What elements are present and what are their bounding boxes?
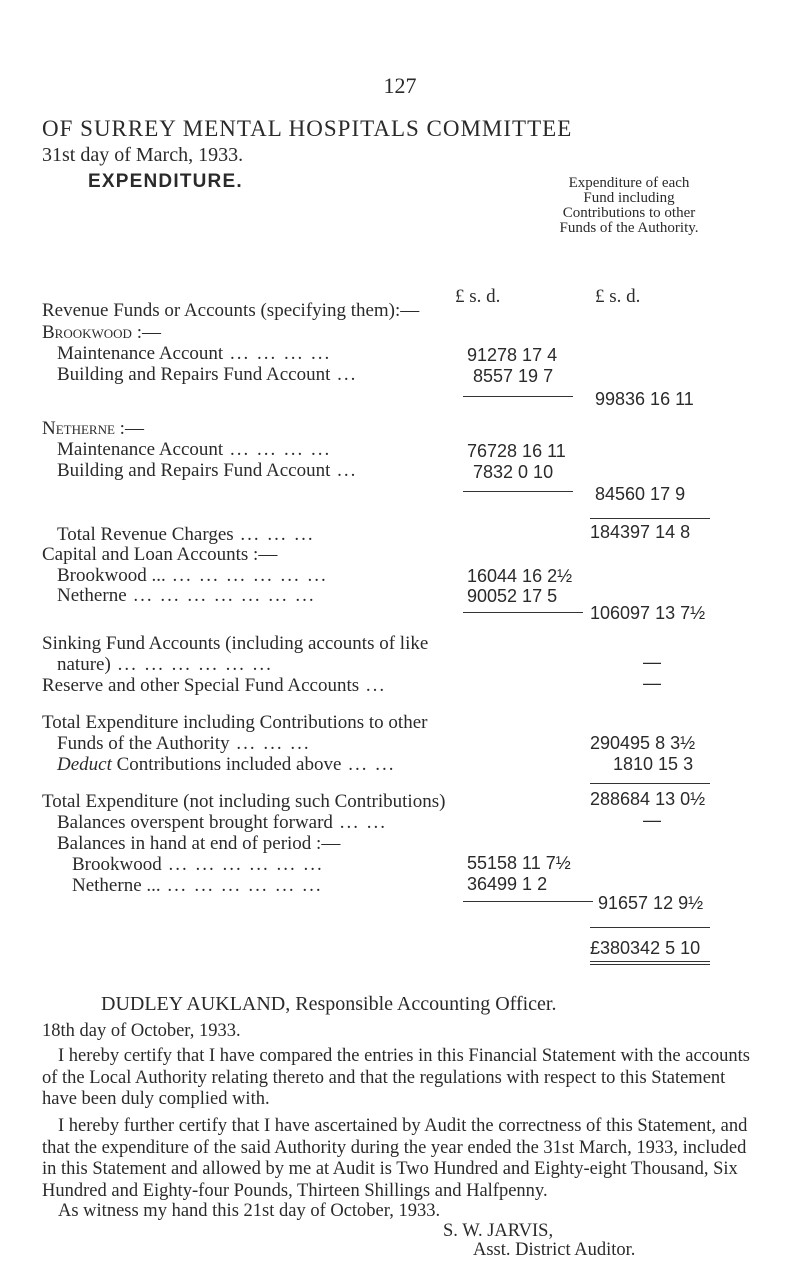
sinking-value: — xyxy=(643,652,661,672)
cl-brookwood-label xyxy=(57,565,328,587)
dot-leader: ... ... ... ... xyxy=(223,343,332,364)
overspent-label xyxy=(57,812,387,834)
overspent-text: Balances overspent brought forward xyxy=(57,812,333,833)
nh-total-value: 84560 17 9 xyxy=(595,484,686,504)
dot-leader: ... ... ... xyxy=(229,733,311,754)
page-heading: OF SURREY MENTAL HOSPITALS COMMITTEE xyxy=(42,116,573,141)
cl-brookwood-value: 16044 16 2½ xyxy=(467,566,573,586)
reserve-text: Reserve and other Special Fund Accounts xyxy=(42,675,360,696)
total-incl-label-2 xyxy=(57,733,311,755)
witness-line: As witness my hand this 21st day of October, 1933. xyxy=(58,1201,441,1221)
revenue-funds-label: Revenue Funds or Accounts (specifying them):— xyxy=(42,300,420,321)
dot-leader: ... ... ... ... xyxy=(223,439,332,460)
deduct-value: 1810 15 3 xyxy=(613,754,694,774)
double-rule-top xyxy=(590,961,710,962)
total-incl-label-1: Total Expenditure including Contributions to other xyxy=(42,712,428,733)
dot-leader: ... ... ... ... ... ... ... xyxy=(126,585,316,606)
reserve-value: — xyxy=(643,673,661,693)
total-revenue-value: 184397 14 8 xyxy=(590,522,691,542)
total-rule xyxy=(590,927,710,928)
overspent-value: — xyxy=(643,810,661,830)
brookwood-label xyxy=(42,322,161,344)
unit-header-col1: £ s. d. xyxy=(455,286,501,307)
date-line: 31st day of March, 1933. xyxy=(42,144,244,166)
bh-brookwood-value: 55158 11 7½ xyxy=(467,853,571,873)
total-incl-value: 290495 8 3½ xyxy=(590,733,696,753)
dot-leader: ... ... ... ... ... ... xyxy=(161,854,324,875)
unit-header-col2: £ s. d. xyxy=(595,286,641,307)
sinking-label-1: Sinking Fund Accounts (including accounts of like xyxy=(42,633,429,654)
cl-netherne-text: Netherne xyxy=(57,585,127,606)
auditor-title: Asst. District Auditor. xyxy=(473,1240,636,1260)
bh-total-value: 91657 12 9½ xyxy=(598,893,704,913)
bh-brookwood-label xyxy=(72,854,324,876)
cl-netherne-label xyxy=(57,585,316,607)
cl-netherne-value: 90052 17 5 xyxy=(467,586,558,606)
dot-leader: ... xyxy=(330,460,358,481)
subtotal-rule xyxy=(463,612,583,613)
dot-leader: ... ... xyxy=(332,812,387,833)
bh-netherne-value: 36499 1 2 xyxy=(467,874,548,894)
total-revenue-label xyxy=(57,524,315,546)
dot-leader: ... ... ... ... ... ... xyxy=(110,654,273,675)
total-revenue-text: Total Revenue Charges xyxy=(57,524,234,545)
bh-netherne-text: Netherne ... xyxy=(72,875,161,896)
double-rule-bottom xyxy=(590,964,710,965)
dot-leader: ... ... ... ... ... ... xyxy=(165,565,328,586)
nh-build-text: Building and Repairs Fund Account xyxy=(57,460,331,481)
netherne-label xyxy=(42,418,144,440)
nh-maint-text: Maintenance Account xyxy=(57,439,224,460)
subtotal-rule xyxy=(463,396,573,397)
nh-build-value: 7832 0 10 xyxy=(473,462,554,482)
officer-date: 18th day of October, 1933. xyxy=(42,1021,241,1041)
sinking-text: nature) xyxy=(57,654,111,675)
officer-line: DUDLEY AUKLAND, Responsible Accounting Officer. xyxy=(101,993,557,1015)
dot-leader: ... ... ... ... ... ... xyxy=(160,875,323,896)
reserve-label xyxy=(42,675,386,697)
total-incl-text: Funds of the Authority xyxy=(57,733,230,754)
netherne-text: Netherne :— xyxy=(42,418,144,439)
nh-maint-label xyxy=(57,439,331,461)
section-title: EXPENDITURE. xyxy=(88,171,243,192)
subtotal-rule xyxy=(463,491,573,492)
total-rule xyxy=(590,783,710,784)
balances-hand-label: Balances in hand at end of period :— xyxy=(57,833,341,854)
bw-build-value: 8557 19 7 xyxy=(473,366,554,386)
bw-maint-value: 91278 17 4 xyxy=(467,345,558,365)
sinking-label-2 xyxy=(57,654,273,676)
bw-maint-label xyxy=(57,343,331,365)
bh-brookwood-text: Brookwood xyxy=(72,854,162,875)
dot-leader: ... ... ... xyxy=(233,524,315,545)
certify-paragraph-2: I hereby further certify that I have ascertained by Audit the correctness of this Statement, and that the expenditure of the said Authority during the year ended the 31st March, 1933, included in this Statement and allowed by me at Audit is Two Hundred and Eighty-eight Thousand, Six Hundred and Eighty-four Pounds, Thirteen Shillings and Halfpenny. xyxy=(42,1116,748,1201)
bw-maint-text: Maintenance Account xyxy=(57,343,224,364)
dot-leader: ... xyxy=(359,675,387,696)
bw-total-value: 99836 16 11 xyxy=(595,389,694,409)
certify-paragraph-1: I hereby certify that I have compared the entries in this Financial Statement with the accounts of the Local Authority relating thereto and that the regulations with respect to this Statement have been duly complied with. xyxy=(42,1046,750,1109)
cl-total-value: 106097 13 7½ xyxy=(590,603,706,623)
auditor-name: S. W. JARVIS, xyxy=(443,1221,554,1241)
page-number: 127 xyxy=(383,73,417,98)
bw-build-text: Building and Repairs Fund Account xyxy=(57,364,331,385)
total-not-incl-value: 288684 13 0½ xyxy=(590,789,706,809)
total-rule xyxy=(590,518,710,519)
bw-build-label xyxy=(57,364,357,386)
column-note: Expenditure of each Fund including Contributions to other Funds of the Authority. xyxy=(559,175,699,236)
nh-maint-value: 76728 16 11 xyxy=(467,441,566,461)
dot-leader: ... ... xyxy=(341,754,396,775)
deduct-label xyxy=(57,754,395,776)
nh-build-label xyxy=(57,460,357,482)
brookwood-text: Brookwood :— xyxy=(42,322,161,343)
dot-leader: ... xyxy=(330,364,358,385)
deduct-rest: Contributions included above xyxy=(111,754,342,775)
bh-netherne-label xyxy=(72,875,323,897)
total-not-incl-label: Total Expenditure (not including such Contributions) xyxy=(42,791,446,812)
deduct-word: Deduct xyxy=(57,754,112,775)
cl-brookwood-text: Brookwood ... xyxy=(57,565,166,586)
subtotal-rule xyxy=(463,901,593,902)
capital-loan-label: Capital and Loan Accounts :— xyxy=(42,544,278,565)
grand-total-value: £380342 5 10 xyxy=(590,938,701,958)
